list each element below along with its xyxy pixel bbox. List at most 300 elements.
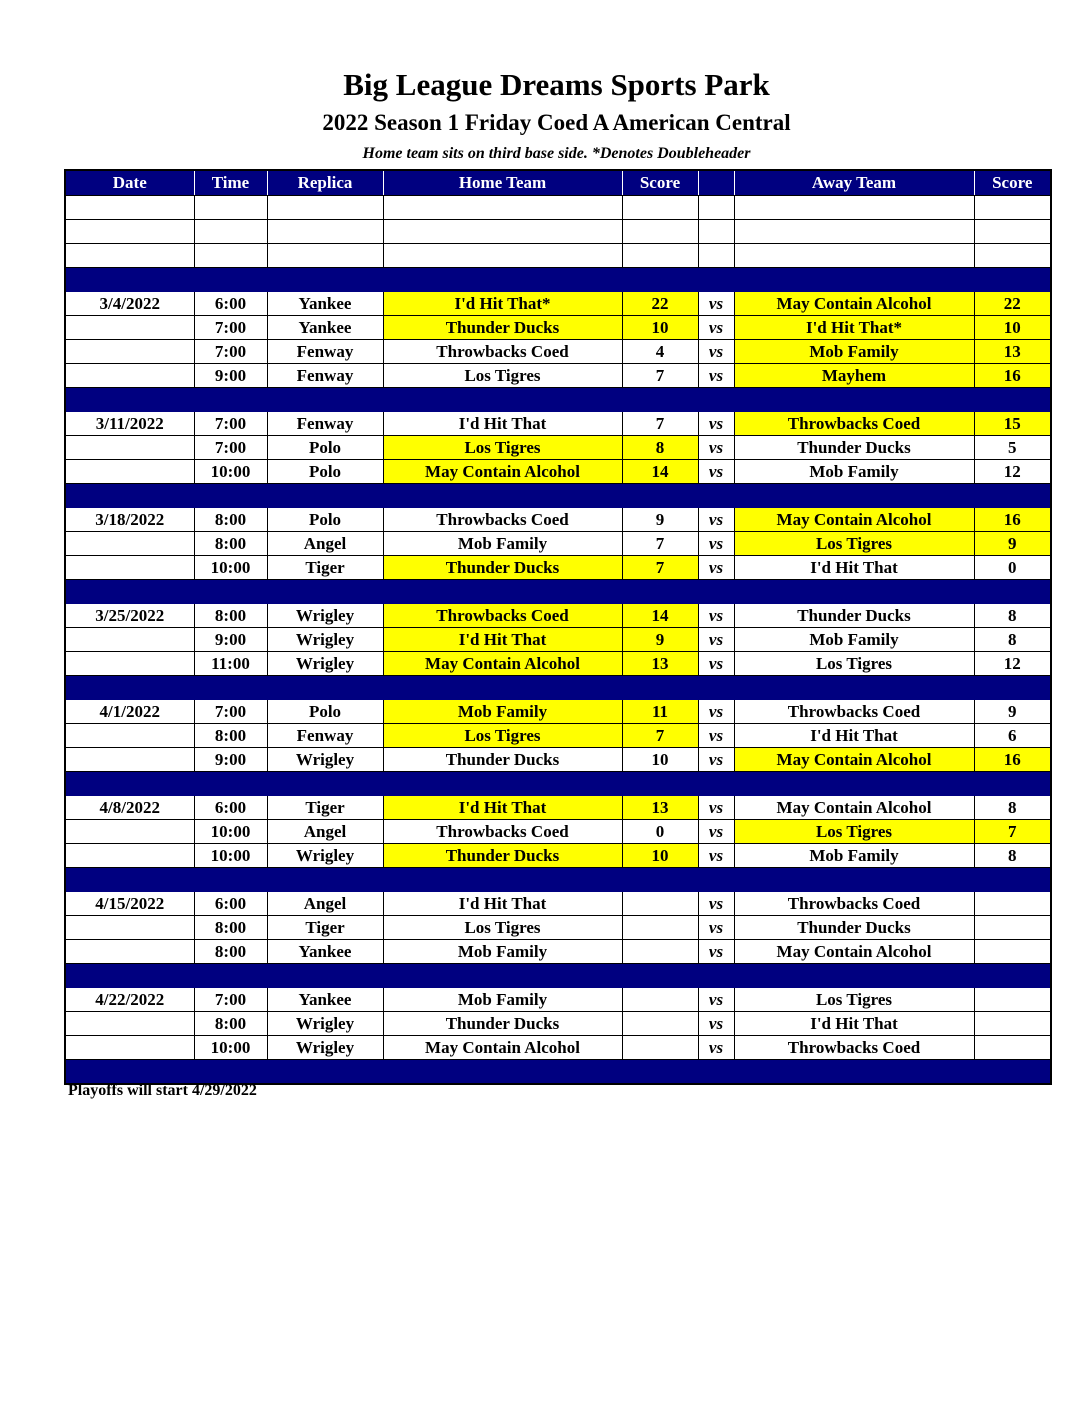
game-row [65,292,1051,316]
home-score-cell: 10 [622,316,698,340]
home-team-cell: I'd Hit That [383,412,622,436]
home-score-cell: 10 [622,748,698,772]
time-cell: 10:00 [194,556,267,580]
away-score-cell: 7 [974,820,1051,844]
vs-cell: vs [698,988,734,1012]
date-cell [65,628,194,652]
home-score-cell: 7 [622,556,698,580]
game-row [65,316,1051,340]
home-score-cell: 4 [622,340,698,364]
separator-cell [383,580,622,604]
time-cell: 7:00 [194,340,267,364]
replica-cell: Wrigley [267,844,383,868]
home-team-cell: Los Tigres [383,724,622,748]
separator-cell [622,1060,698,1085]
vs-cell: vs [698,700,734,724]
blank-cell [383,244,622,268]
game-row [65,1012,1051,1036]
replica-cell: Tiger [267,916,383,940]
away-score-cell: 5 [974,436,1051,460]
time-cell: 9:00 [194,364,267,388]
replica-cell: Wrigley [267,628,383,652]
game-row [65,556,1051,580]
date-cell [65,316,194,340]
away-team-cell: Los Tigres [734,820,974,844]
blank-cell [65,244,194,268]
time-cell: 8:00 [194,1012,267,1036]
away-score-cell: 8 [974,796,1051,820]
game-row [65,364,1051,388]
time-cell: 9:00 [194,628,267,652]
date-cell [65,364,194,388]
away-score-cell: 15 [974,412,1051,436]
home-team-cell: Los Tigres [383,436,622,460]
separator-cell [734,580,974,604]
separator-cell [65,964,194,988]
home-score-cell: 11 [622,700,698,724]
separator-cell [622,580,698,604]
vs-cell: vs [698,460,734,484]
date-cell [65,1012,194,1036]
home-team-cell: Throwbacks Coed [383,604,622,628]
separator-row [65,268,1051,292]
home-score-cell: 10 [622,844,698,868]
blank-cell [267,244,383,268]
away-score-cell [974,892,1051,916]
replica-cell: Polo [267,700,383,724]
date-cell: 3/11/2022 [65,412,194,436]
separator-cell [65,580,194,604]
separator-cell [698,580,734,604]
replica-cell: Wrigley [267,604,383,628]
home-score-cell [622,988,698,1012]
blank-cell [267,220,383,244]
home-score-cell: 7 [622,724,698,748]
away-team-cell: May Contain Alcohol [734,508,974,532]
vs-cell: vs [698,340,734,364]
date-cell [65,748,194,772]
separator-row [65,772,1051,796]
separator-cell [734,484,974,508]
separator-cell [974,484,1051,508]
blank-cell [622,196,698,220]
time-cell: 9:00 [194,748,267,772]
replica-cell: Fenway [267,724,383,748]
separator-cell [194,868,267,892]
time-cell: 7:00 [194,316,267,340]
separator-cell [698,388,734,412]
date-cell: 4/15/2022 [65,892,194,916]
vs-cell: vs [698,604,734,628]
home-team-cell: I'd Hit That [383,796,622,820]
col-header-time: Time [194,170,267,196]
vs-cell: vs [698,364,734,388]
home-team-cell: Thunder Ducks [383,1012,622,1036]
replica-cell: Angel [267,820,383,844]
separator-cell [974,868,1051,892]
blank-cell [698,196,734,220]
home-team-cell: May Contain Alcohol [383,460,622,484]
away-team-cell: Throwbacks Coed [734,700,974,724]
game-row [65,532,1051,556]
away-team-cell: Thunder Ducks [734,436,974,460]
away-score-cell: 10 [974,316,1051,340]
home-score-cell: 13 [622,796,698,820]
col-header-home-team: Home Team [383,170,622,196]
separator-cell [383,964,622,988]
game-row [65,628,1051,652]
time-cell: 6:00 [194,292,267,316]
home-score-cell: 14 [622,604,698,628]
home-score-cell [622,1012,698,1036]
away-team-cell: Mob Family [734,460,974,484]
separator-cell [622,868,698,892]
replica-cell: Wrigley [267,1012,383,1036]
col-header-vs [698,170,734,196]
away-team-cell: I'd Hit That* [734,316,974,340]
time-cell: 7:00 [194,412,267,436]
home-team-cell: Thunder Ducks [383,556,622,580]
home-score-cell: 9 [622,628,698,652]
date-cell: 4/22/2022 [65,988,194,1012]
separator-cell [698,1060,734,1085]
separator-cell [267,964,383,988]
away-team-cell: Mob Family [734,340,974,364]
home-score-cell [622,892,698,916]
separator-cell [383,676,622,700]
home-score-cell [622,1036,698,1060]
game-row [65,700,1051,724]
away-team-cell: I'd Hit That [734,1012,974,1036]
vs-cell: vs [698,892,734,916]
game-row [65,460,1051,484]
vs-cell: vs [698,916,734,940]
date-cell: 3/25/2022 [65,604,194,628]
date-cell [65,556,194,580]
blank-cell [734,196,974,220]
separator-cell [622,676,698,700]
home-team-cell: Mob Family [383,700,622,724]
separator-cell [383,868,622,892]
replica-cell: Polo [267,508,383,532]
vs-cell: vs [698,1036,734,1060]
away-score-cell: 13 [974,340,1051,364]
home-score-cell: 9 [622,508,698,532]
separator-cell [734,964,974,988]
away-team-cell: Los Tigres [734,988,974,1012]
date-cell [65,532,194,556]
separator-cell [267,268,383,292]
separator-cell [194,772,267,796]
game-row [65,604,1051,628]
home-team-cell: Throwbacks Coed [383,508,622,532]
vs-cell: vs [698,436,734,460]
separator-cell [734,676,974,700]
home-score-cell: 7 [622,412,698,436]
home-score-cell: 7 [622,364,698,388]
separator-cell [267,388,383,412]
replica-cell: Yankee [267,940,383,964]
col-header-replica: Replica [267,170,383,196]
separator-cell [267,676,383,700]
separator-cell [734,772,974,796]
blank-cell [65,220,194,244]
home-team-cell: Los Tigres [383,364,622,388]
game-row [65,796,1051,820]
separator-cell [383,268,622,292]
home-score-cell: 13 [622,652,698,676]
home-score-cell: 22 [622,292,698,316]
away-team-cell: Mob Family [734,628,974,652]
col-header-away-score: Score [974,170,1051,196]
vs-cell: vs [698,748,734,772]
blank-cell [622,244,698,268]
home-team-cell: Thunder Ducks [383,316,622,340]
vs-cell: vs [698,316,734,340]
separator-cell [267,868,383,892]
home-score-cell [622,940,698,964]
separator-cell [698,484,734,508]
home-score-cell: 7 [622,532,698,556]
separator-cell [622,484,698,508]
time-cell: 8:00 [194,724,267,748]
time-cell: 10:00 [194,1036,267,1060]
home-team-cell: Mob Family [383,532,622,556]
separator-cell [974,388,1051,412]
away-score-cell: 16 [974,748,1051,772]
separator-cell [622,388,698,412]
page-note: Home team sits on third base side. *Denotes Doubleheader [362,145,751,162]
blank-cell [698,244,734,268]
game-row [65,340,1051,364]
time-cell: 8:00 [194,916,267,940]
away-team-cell: May Contain Alcohol [734,796,974,820]
separator-cell [698,676,734,700]
date-cell: 4/8/2022 [65,796,194,820]
separator-row [65,388,1051,412]
replica-cell: Wrigley [267,1036,383,1060]
separator-cell [734,1060,974,1085]
time-cell: 8:00 [194,532,267,556]
replica-cell: Angel [267,532,383,556]
date-cell [65,916,194,940]
blank-cell [622,220,698,244]
away-score-cell: 12 [974,652,1051,676]
game-row [65,508,1051,532]
away-team-cell: I'd Hit That [734,556,974,580]
vs-cell: vs [698,628,734,652]
away-score-cell [974,940,1051,964]
away-score-cell: 16 [974,508,1051,532]
vs-cell: vs [698,532,734,556]
vs-cell: vs [698,796,734,820]
away-score-cell [974,916,1051,940]
separator-cell [698,268,734,292]
separator-cell [383,772,622,796]
page-title: Big League Dreams Sports Park [343,67,770,102]
separator-cell [698,964,734,988]
blank-row [65,196,1051,220]
replica-cell: Yankee [267,316,383,340]
separator-cell [65,772,194,796]
away-score-cell: 16 [974,364,1051,388]
separator-cell [65,868,194,892]
game-row [65,436,1051,460]
vs-cell: vs [698,556,734,580]
replica-cell: Angel [267,892,383,916]
separator-cell [974,268,1051,292]
schedule-body [65,196,1051,1085]
away-team-cell: May Contain Alcohol [734,940,974,964]
col-header-home-score: Score [622,170,698,196]
blank-row [65,244,1051,268]
date-cell [65,844,194,868]
time-cell: 8:00 [194,940,267,964]
time-cell: 7:00 [194,700,267,724]
replica-cell: Wrigley [267,652,383,676]
separator-row [65,964,1051,988]
away-team-cell: I'd Hit That [734,724,974,748]
date-cell [65,340,194,364]
separator-row [65,580,1051,604]
vs-cell: vs [698,820,734,844]
away-team-cell: May Contain Alcohol [734,292,974,316]
separator-cell [734,388,974,412]
replica-cell: Polo [267,460,383,484]
away-team-cell: Throwbacks Coed [734,1036,974,1060]
separator-cell [267,580,383,604]
time-cell: 7:00 [194,436,267,460]
home-team-cell: May Contain Alcohol [383,1036,622,1060]
home-team-cell: Throwbacks Coed [383,820,622,844]
away-score-cell: 12 [974,460,1051,484]
away-team-cell: Throwbacks Coed [734,892,974,916]
away-score-cell: 8 [974,844,1051,868]
replica-cell: Tiger [267,796,383,820]
replica-cell: Wrigley [267,748,383,772]
home-score-cell: 8 [622,436,698,460]
away-team-cell: May Contain Alcohol [734,748,974,772]
blank-cell [194,244,267,268]
away-team-cell: Mob Family [734,844,974,868]
separator-cell [65,676,194,700]
separator-cell [267,484,383,508]
separator-cell [622,964,698,988]
home-team-cell: Los Tigres [383,916,622,940]
blank-cell [65,196,194,220]
blank-cell [698,220,734,244]
time-cell: 6:00 [194,892,267,916]
separator-cell [974,772,1051,796]
time-cell: 6:00 [194,796,267,820]
blank-cell [194,196,267,220]
col-header-away-team: Away Team [734,170,974,196]
time-cell: 10:00 [194,820,267,844]
date-cell [65,1036,194,1060]
away-team-cell: Mayhem [734,364,974,388]
date-cell: 3/4/2022 [65,292,194,316]
replica-cell: Yankee [267,292,383,316]
home-score-cell: 14 [622,460,698,484]
away-score-cell: 9 [974,700,1051,724]
time-cell: 10:00 [194,460,267,484]
date-cell [65,724,194,748]
game-row [65,748,1051,772]
separator-row [65,868,1051,892]
away-score-cell: 6 [974,724,1051,748]
separator-cell [383,388,622,412]
col-header-date: Date [65,170,194,196]
date-cell [65,940,194,964]
away-score-cell: 0 [974,556,1051,580]
separator-cell [65,388,194,412]
separator-cell [383,484,622,508]
away-team-cell: Los Tigres [734,652,974,676]
separator-cell [734,868,974,892]
separator-cell [974,964,1051,988]
home-score-cell: 0 [622,820,698,844]
schedule-table [64,169,1052,1085]
date-cell [65,436,194,460]
separator-cell [734,268,974,292]
date-cell: 3/18/2022 [65,508,194,532]
separator-cell [65,484,194,508]
time-cell: 8:00 [194,508,267,532]
away-score-cell: 22 [974,292,1051,316]
game-row [65,940,1051,964]
separator-cell [267,772,383,796]
away-score-cell [974,1036,1051,1060]
game-row [65,892,1051,916]
home-score-cell [622,916,698,940]
away-score-cell: 8 [974,604,1051,628]
away-team-cell: Los Tigres [734,532,974,556]
separator-cell [194,676,267,700]
separator-cell [65,268,194,292]
time-cell: 8:00 [194,604,267,628]
blank-cell [734,244,974,268]
date-cell [65,820,194,844]
game-row [65,724,1051,748]
home-team-cell: I'd Hit That [383,892,622,916]
separator-cell [974,676,1051,700]
home-team-cell: Thunder Ducks [383,748,622,772]
page-subtitle: 2022 Season 1 Friday Coed A American Central [322,110,791,135]
separator-cell [194,484,267,508]
separator-cell [974,1060,1051,1085]
game-row [65,1036,1051,1060]
header-row [65,170,1051,196]
home-team-cell: Mob Family [383,940,622,964]
vs-cell: vs [698,940,734,964]
home-team-cell: Throwbacks Coed [383,340,622,364]
date-cell: 4/1/2022 [65,700,194,724]
separator-cell [194,388,267,412]
separator-row [65,676,1051,700]
vs-cell: vs [698,844,734,868]
time-cell: 7:00 [194,988,267,1012]
separator-cell [698,868,734,892]
replica-cell: Tiger [267,556,383,580]
separator-cell [267,1060,383,1085]
home-team-cell: I'd Hit That* [383,292,622,316]
separator-cell [974,580,1051,604]
separator-row [65,484,1051,508]
playoffs-note: Playoffs will start 4/29/2022 [68,1082,257,1099]
game-row [65,652,1051,676]
away-team-cell: Thunder Ducks [734,604,974,628]
replica-cell: Polo [267,436,383,460]
